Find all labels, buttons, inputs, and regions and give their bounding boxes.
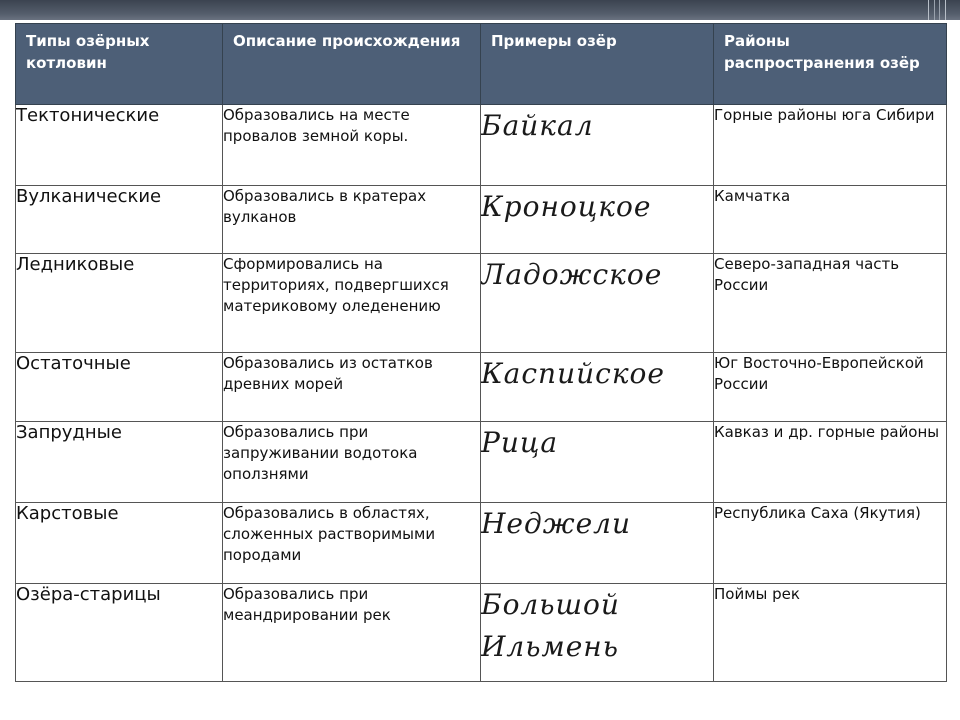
- basin-type-cell: Тектонические: [16, 105, 223, 186]
- basin-type-cell: Озёра-старицы: [16, 584, 223, 682]
- slide-top-bar: [0, 0, 960, 20]
- table-header-row: [16, 24, 947, 105]
- region-cell: Поймы рек: [714, 584, 947, 682]
- table-row: [16, 422, 947, 503]
- origin-description-cell: Образовались при запруживании водотока оползнями: [223, 422, 481, 503]
- table-row: [16, 353, 947, 422]
- lake-example-cell: Каспийское: [481, 353, 714, 422]
- region-cell: Камчатка: [714, 186, 947, 254]
- region-cell: Северо-западная часть России: [714, 254, 947, 353]
- table-row: [16, 186, 947, 254]
- basin-type-cell: Карстовые: [16, 503, 223, 584]
- region-cell: Горные районы юга Сибири: [714, 105, 947, 186]
- lake-example-cell: Рица: [481, 422, 714, 503]
- origin-description-cell: Сформировались на территориях, подвергшихся материковому оледенению: [223, 254, 481, 353]
- origin-description-cell: Образовались из остатков древних морей: [223, 353, 481, 422]
- region-cell: Кавказ и др. горные районы: [714, 422, 947, 503]
- table-row: [16, 105, 947, 186]
- table-row: [16, 503, 947, 584]
- header-origin-description: Описание происхождения: [223, 24, 481, 105]
- basin-type-cell: Остаточные: [16, 353, 223, 422]
- origin-description-cell: Образовались в кратерах вулканов: [223, 186, 481, 254]
- region-cell: Республика Саха (Якутия): [714, 503, 947, 584]
- lake-example-cell: Большой Ильмень: [481, 584, 714, 682]
- basin-type-cell: Запрудные: [16, 422, 223, 503]
- lake-example-cell: Ладожское: [481, 254, 714, 353]
- decorative-lines: [928, 0, 946, 20]
- table-row: [16, 254, 947, 353]
- basin-type-cell: Вулканические: [16, 186, 223, 254]
- lake-basins-table: [15, 23, 947, 682]
- header-basin-type: Типы озёрных котловин: [16, 24, 223, 105]
- basin-type-cell: Ледниковые: [16, 254, 223, 353]
- region-cell: Юг Восточно-Европейской России: [714, 353, 947, 422]
- lake-example-cell: Кроноцкое: [481, 186, 714, 254]
- header-distribution-regions: Районы распространения озёр: [714, 24, 947, 105]
- origin-description-cell: Образовались на месте провалов земной коры.: [223, 105, 481, 186]
- table-row: [16, 584, 947, 682]
- lake-example-cell: Неджели: [481, 503, 714, 584]
- header-lake-examples: Примеры озёр: [481, 24, 714, 105]
- origin-description-cell: Образовались в областях, сложенных растворимыми породами: [223, 503, 481, 584]
- lake-example-cell: Байкал: [481, 105, 714, 186]
- origin-description-cell: Образовались при меандрировании рек: [223, 584, 481, 682]
